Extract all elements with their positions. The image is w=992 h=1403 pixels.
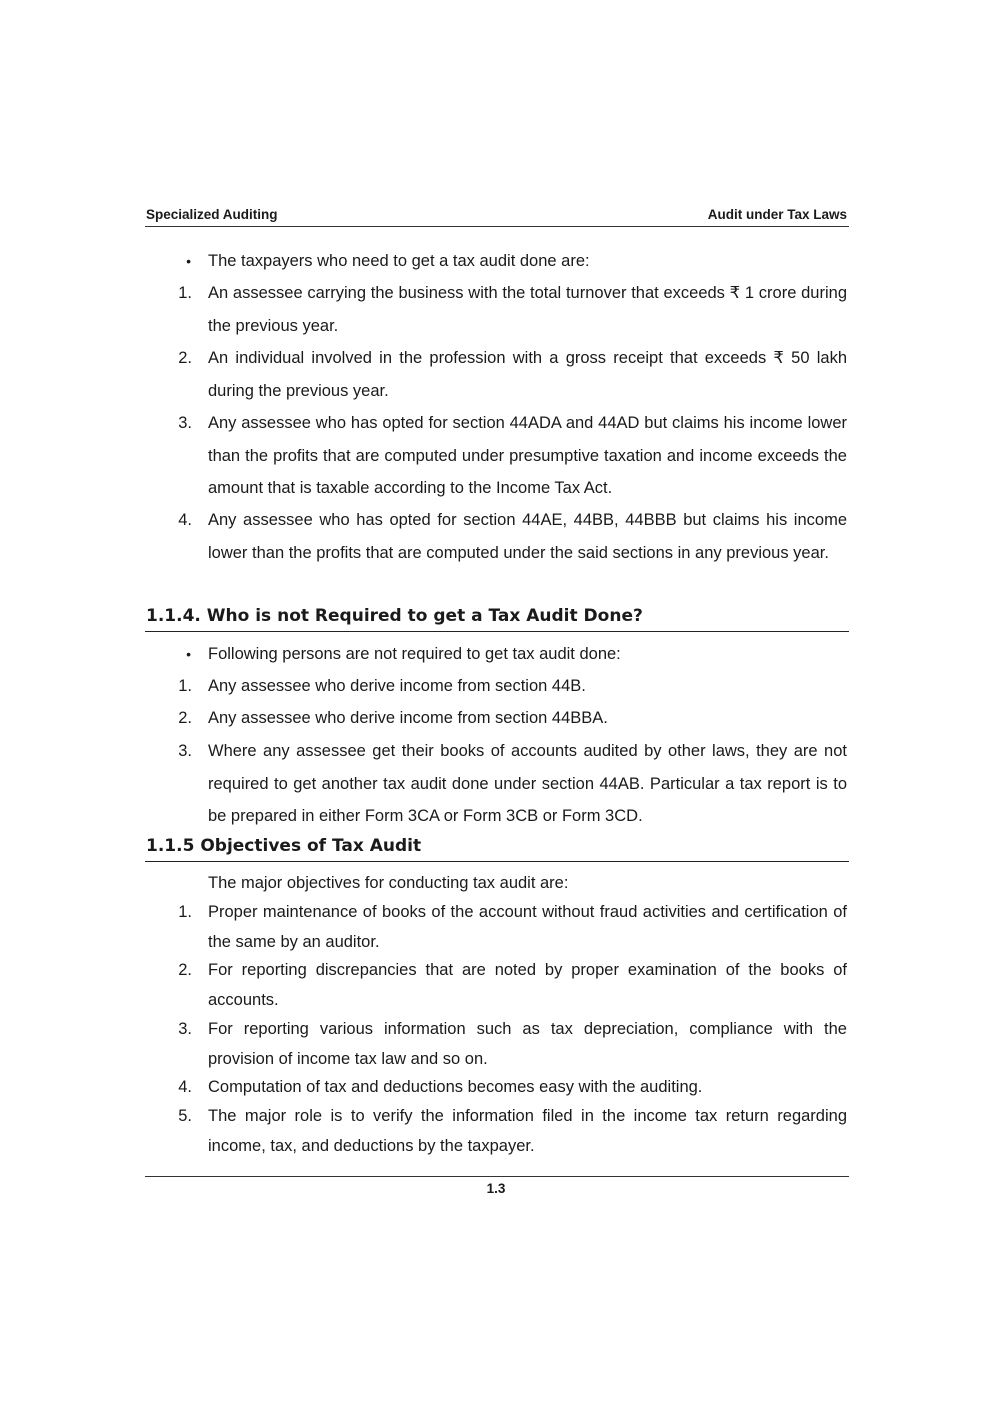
list-item [145, 504, 847, 569]
list-number: 1. [178, 284, 192, 302]
list-number: 3. [178, 1020, 192, 1038]
list-item [145, 638, 847, 671]
list-item [145, 245, 847, 278]
list-item-text: An individual involved in the profession with a gross receipt that exceeds ₹ 50 lakh during the previous year. [208, 349, 847, 400]
list-item-text: The major role is to verify the information filed in the income tax return regarding income, tax, and deductions by the taxpayer. [208, 1107, 847, 1155]
list-item-text: The taxpayers who need to get a tax audit done are: [208, 252, 590, 270]
list-item-text: Proper maintenance of books of the account without fraud activities and certification of the same by an auditor. [208, 903, 847, 951]
list-item-text: Any assessee who derive income from section 44B. [208, 677, 586, 695]
list-item-text: For reporting various information such as tax depreciation, compliance with the provision of income tax law and so on. [208, 1020, 847, 1068]
section-heading-text: 1.1.4. Who is not Required to get a Tax Audit Done? [146, 606, 651, 626]
section-heading [145, 836, 849, 862]
list-item [145, 342, 847, 407]
list-item-text: Any assessee who has opted for section 44AE, 44BB, 44BBB but claims his income lower than the profits that are computed under the said sections in any previous year. [208, 511, 847, 562]
section-heading [145, 606, 849, 632]
list-item [145, 956, 847, 1015]
list-item-text: For reporting discrepancies that are noted by proper examination of the books of accounts. [208, 961, 847, 1009]
running-header [145, 206, 849, 227]
list-item [145, 407, 847, 505]
header-chapter-title: Audit under Tax Laws [707, 207, 847, 222]
list-number: 2. [178, 349, 192, 367]
list-item [145, 1015, 847, 1074]
list-item [145, 735, 847, 833]
bullet-marker: • [186, 253, 191, 269]
list-item [145, 277, 847, 342]
footer-divider [145, 1176, 849, 1177]
list-item-text: Where any assessee get their books of accounts audited by other laws, they are not required to get another tax audit done under section 44AB. Particular a tax report is to be prepared in either Form 3CA or Form 3CB or Form 3CD. [208, 742, 847, 825]
list-item [145, 1073, 847, 1103]
list-number: 4. [178, 511, 192, 529]
list-number: 1. [178, 903, 192, 921]
list-number: 2. [178, 961, 192, 979]
list-item-text: Following persons are not required to get tax audit done: [208, 645, 621, 663]
list-number: 4. [178, 1078, 192, 1096]
list-number: 5. [178, 1107, 192, 1125]
list-item-text: Any assessee who has opted for section 44ADA and 44AD but claims his income lower than the profits that are computed under presumptive taxation and income exceeds the amount that is taxable according to the Income Tax Act. [208, 414, 847, 497]
section-heading-text: 1.1.5 Objectives of Tax Audit [146, 836, 429, 856]
list-item [145, 1102, 847, 1161]
list-number: 1. [178, 677, 192, 695]
list-item [145, 702, 847, 735]
list-number: 2. [178, 709, 192, 727]
page-number: 1.3 [486, 1181, 506, 1196]
bullet-marker: • [186, 646, 191, 662]
list-item [145, 670, 847, 703]
section-intro: The major objectives for conducting tax audit are: [208, 874, 569, 892]
list-item-text: Any assessee who derive income from section 44BBA. [208, 709, 608, 727]
list-item [145, 898, 847, 957]
header-book-title: Specialized Auditing [146, 207, 278, 222]
list-item-text: Computation of tax and deductions becomes easy with the auditing. [208, 1078, 703, 1096]
list-number: 3. [178, 742, 192, 760]
list-number: 3. [178, 414, 192, 432]
list-item-text: An assessee carrying the business with the total turnover that exceeds ₹ 1 crore during the previous year. [208, 284, 847, 335]
